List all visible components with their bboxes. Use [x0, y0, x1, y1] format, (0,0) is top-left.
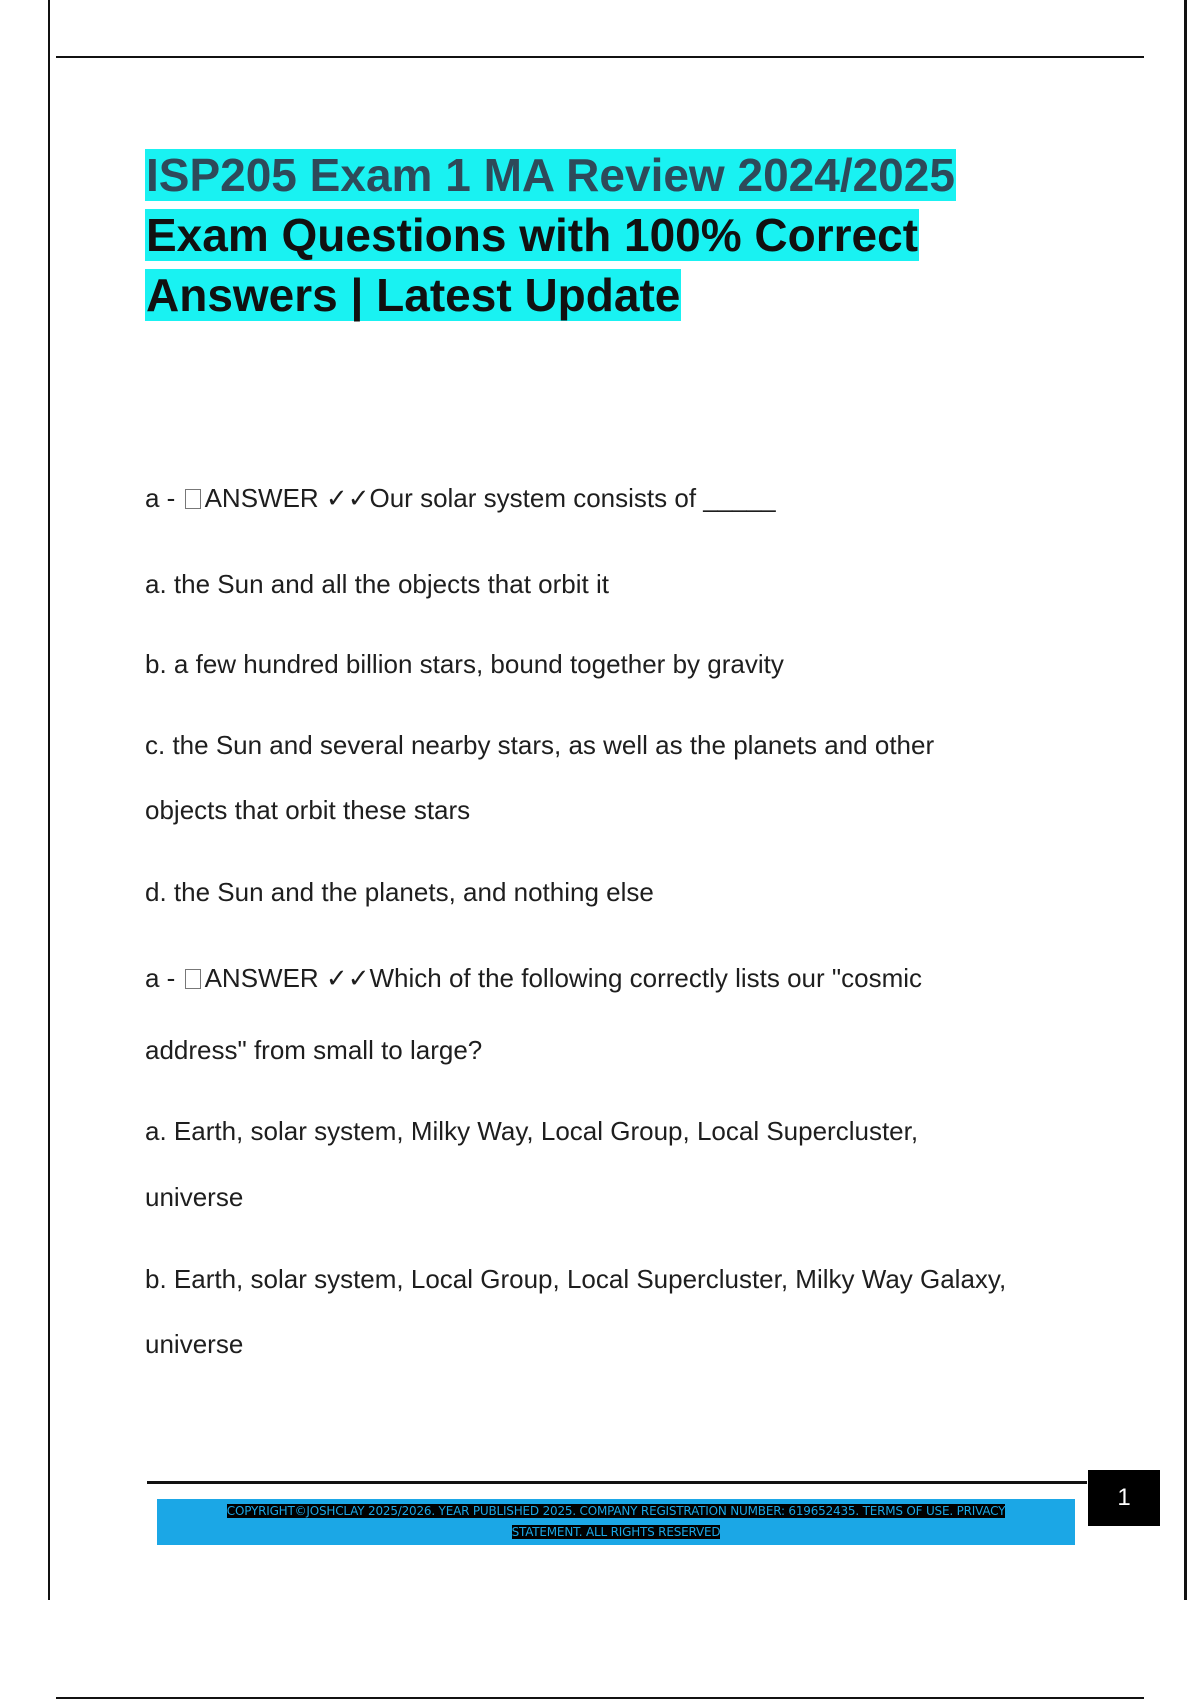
question-2-text-line-1: Which of the following correctly lists our "cosmic [369, 963, 923, 993]
checkbox-glyph-icon [185, 489, 201, 509]
title-line-3: Answers | Latest Update [146, 269, 681, 321]
question-2-prefix: a - [145, 963, 183, 993]
footer-copyright-line-1: COPYRIGHT©JOSHCLAY 2025/2026. YEAR PUBLISHED 2025. COMPANY REGISTRATION NUMBER: 619652435. TERMS OF USE. PRIVACY [226, 1504, 1006, 1518]
title-line-2: Exam Questions with 100% Correct [146, 209, 919, 261]
question-2 [145, 961, 922, 995]
page-border-right [1184, 0, 1187, 1600]
footer-rule [147, 1481, 1087, 1484]
question-1-option-b: b. a few hundred billion stars, bound together by gravity [145, 649, 784, 679]
question-2-option-a-continued: universe [145, 1182, 244, 1212]
bottom-rule [56, 1697, 1144, 1699]
checkbox-glyph-icon [185, 969, 201, 989]
title-line-1: ISP205 Exam 1 MA Review 2024/2025 [146, 149, 955, 201]
page-number: 1 [1088, 1470, 1160, 1526]
question-1-option-c-continued: objects that orbit these stars [145, 795, 471, 825]
question-1 [145, 481, 776, 515]
document-title [145, 145, 1045, 325]
question-2-text-line-2: address" from small to large? [145, 1035, 483, 1065]
footer-copyright-line-2: STATEMENT. ALL RIGHTS RESERVED [511, 1525, 721, 1539]
question-2-option-b-continued: universe [145, 1329, 244, 1359]
question-1-option-c: c. the Sun and several nearby stars, as well as the planets and other [145, 730, 935, 760]
footer-copyright-band [157, 1499, 1075, 1545]
question-2-answer-marker: ANSWER ✓✓ [204, 963, 370, 993]
question-1-text: Our solar system consists of _____ [369, 483, 776, 513]
question-1-option-a: a. the Sun and all the objects that orbit it [145, 569, 609, 599]
question-2-option-a: a. Earth, solar system, Milky Way, Local Group, Local Supercluster, [145, 1116, 919, 1146]
header-rule [56, 56, 1144, 58]
question-1-option-d: d. the Sun and the planets, and nothing else [145, 877, 654, 907]
question-1-answer-marker: ANSWER ✓✓ [204, 483, 370, 513]
question-2-option-b: b. Earth, solar system, Local Group, Local Supercluster, Milky Way Galaxy, [145, 1264, 1007, 1294]
page-border-left [48, 0, 50, 1600]
question-1-prefix: a - [145, 483, 183, 513]
